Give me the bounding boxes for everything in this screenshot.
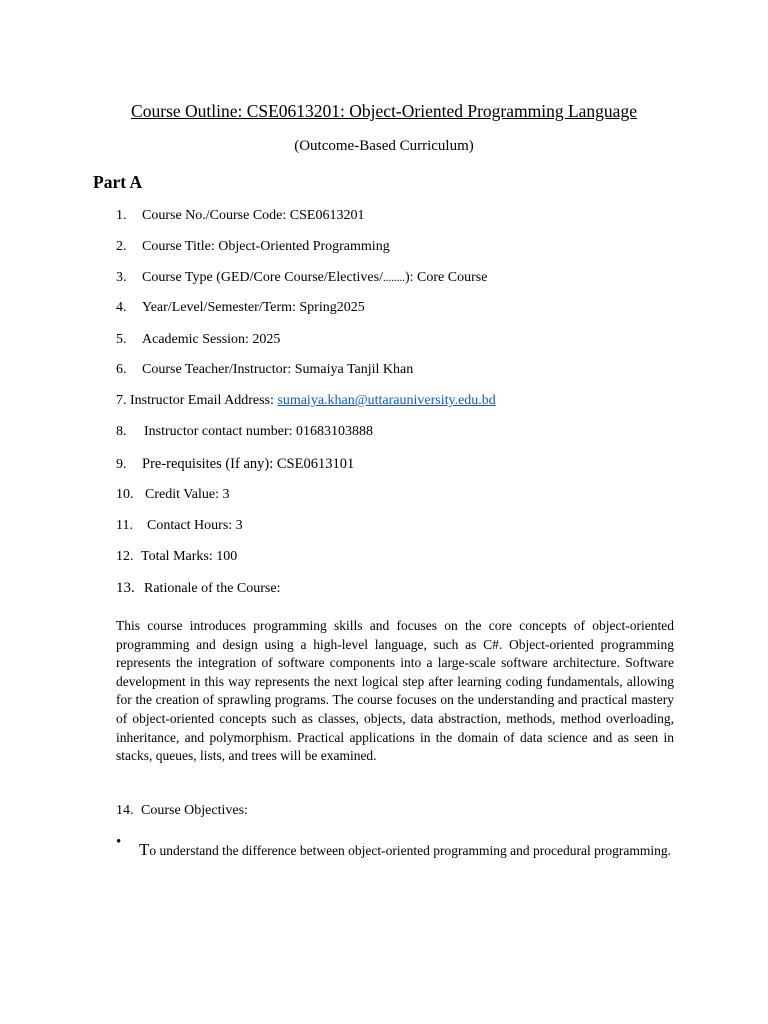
- item-number: 6.: [116, 362, 127, 377]
- item-number: 7.: [116, 393, 127, 408]
- item-text: Course Title: Object-Oriented Programming: [142, 239, 390, 254]
- bullet-icon: •: [116, 834, 122, 850]
- list-item-rationale-heading: [116, 580, 280, 597]
- objective-first-letter: T: [139, 840, 150, 859]
- item-dots: ........: [383, 272, 405, 284]
- list-item-total-marks: [116, 549, 237, 565]
- item-number: 14.: [116, 803, 134, 818]
- document-title: Course Outline: CSE0613201: Object-Oriented Programming Language: [131, 101, 637, 121]
- objective-text: [139, 834, 674, 866]
- list-item-course-code: [116, 208, 364, 224]
- item-text: Course Teacher/Instructor: Sumaiya Tanjil Khan: [142, 362, 414, 377]
- item-text: Instructor contact number: 01683103888: [144, 424, 374, 439]
- item-text: Course Type (GED/Core Course/Electives/: [142, 270, 383, 285]
- item-number: 11.: [116, 518, 133, 533]
- instructor-email-link[interactable]: sumaiya.khan@uttarauniversity.edu.bd: [277, 393, 496, 408]
- item-text: Academic Session: 2025: [142, 332, 281, 347]
- item-number: 10.: [116, 487, 134, 502]
- item-number: 5.: [116, 332, 127, 347]
- item-number: 9.: [116, 457, 127, 472]
- item-number: 2.: [116, 239, 127, 254]
- item-label: Instructor Email Address:: [130, 393, 274, 408]
- list-item-prerequisites: [116, 456, 354, 473]
- list-item-contact-number: [116, 424, 373, 440]
- list-item-course-title: [116, 239, 390, 255]
- item-text: Pre-requisites (If any): CSE0613101: [142, 456, 355, 472]
- item-number: 1.: [116, 208, 127, 223]
- objective-rest: o understand the difference between object-oriented programming and procedural programming.: [149, 843, 671, 858]
- item-number: 4.: [116, 300, 127, 315]
- list-item-credit-value: [116, 487, 230, 503]
- document-subtitle: (Outcome-Based Curriculum): [294, 138, 474, 154]
- item-number: 3.: [116, 270, 127, 285]
- item-text: Course Objectives:: [141, 803, 248, 818]
- item-number: 13.: [116, 580, 135, 596]
- list-item-instructor: [116, 362, 413, 378]
- item-text: Contact Hours: 3: [147, 518, 243, 533]
- item-text-suffix: ): Core Course: [405, 270, 488, 285]
- part-a-heading: Part A: [93, 172, 143, 192]
- list-item-term: [116, 300, 365, 316]
- list-item-email: [116, 393, 496, 409]
- item-text: Credit Value: 3: [145, 487, 230, 502]
- list-item-objectives-heading: [116, 803, 248, 819]
- objective-list-item: [116, 834, 674, 866]
- item-number: 8.: [116, 424, 127, 439]
- list-item-course-type: [116, 270, 487, 286]
- item-number: 12.: [116, 549, 134, 564]
- list-item-session: [116, 332, 280, 348]
- rationale-paragraph: This course introduces programming skills and focuses on the core concepts of object-oriented programming and design using a high-level language, such as C#. Object-oriented programming represents the integration of software components into a large-scale software architecture. Software development in this way represents the next logical step after learning coding fundamentals, allowing for the creation of sprawling programs. The course focuses on the understanding and practical mastery of object-oriented concepts such as classes, objects, data abstraction, methods, method overloading, inheritance, and polymorphism. Practical applications in the domain of data science and as seen in stacks, queues, lists, and trees will be examined.: [116, 618, 674, 764]
- item-text: Course No./Course Code: CSE0613201: [142, 208, 365, 223]
- item-text: Year/Level/Semester/Term: Spring2025: [142, 300, 365, 315]
- item-text: Rationale of the Course:: [144, 581, 281, 596]
- list-item-contact-hours: [116, 518, 243, 534]
- item-text: Total Marks: 100: [141, 549, 238, 564]
